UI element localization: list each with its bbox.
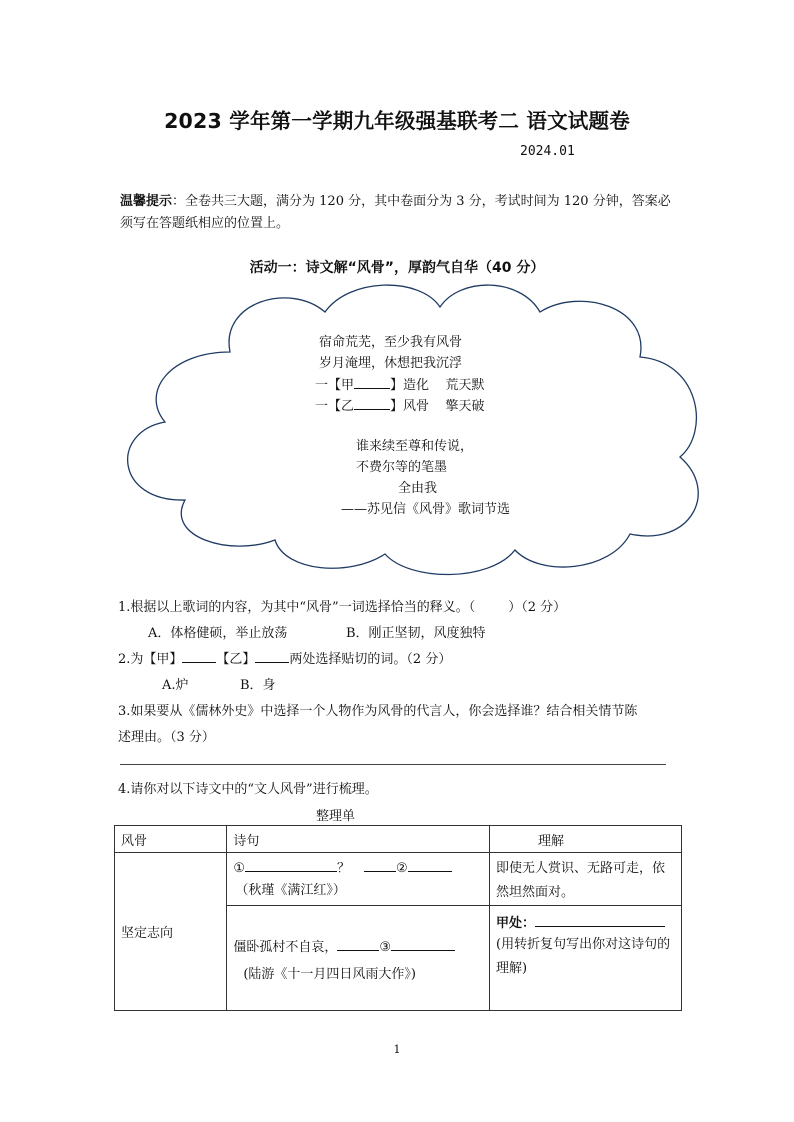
header-cell [490,826,682,853]
page-number: 1 [393,1043,401,1056]
verse-source-2: (陆游《十一月四日风雨大作》) [243,967,416,982]
question-1-option-b[interactable]: B．刚正坚韧，风度独特 [346,626,486,641]
cloud-outline [128,285,699,574]
verse-question-mark: ？ [336,861,350,876]
lyric-line-3-post: 】造化 荒天默 [390,378,485,393]
question-2-mid: 【乙】 [216,652,256,667]
exam-date: 2024.01 [520,144,575,159]
question-2-option-b[interactable]: B．身 [240,678,276,693]
lyric-line-7: 全由我 [398,481,438,496]
blank-3-left[interactable] [337,936,379,951]
question-2-pre: 2.为【甲】 [118,652,183,667]
verse-source-1: （秋瑾《满江红》） [235,883,346,898]
lyric-line-1: 宿命荒芜，至少我有风骨 [319,335,463,350]
blank-1[interactable] [245,857,337,872]
blank-q2-yi[interactable] [255,648,289,663]
verse-cell [227,853,490,906]
answer-line[interactable] [120,764,666,765]
answer-jia-label: 甲处： [496,916,536,931]
blank-q2-jia[interactable] [182,648,216,663]
lyric-line-2: 岁月淹埋，休想把我沉浮 [319,356,463,371]
header-fenggu: 风骨 [121,834,148,849]
lyric-line-5: 谁来续至尊和传说， [356,439,474,454]
blank-yi[interactable] [354,395,390,410]
blank-2[interactable] [408,857,452,872]
question-2-option-a[interactable]: A.炉 [162,678,189,693]
blank-3[interactable] [391,936,455,951]
header-cell [227,826,490,853]
question-1: 1.根据以上歌词的内容，为其中“风骨”一词选择恰当的释义。（ ）（2 分） [118,600,567,615]
header-verse: 诗句 [233,834,260,849]
lyric-line-4 [315,395,485,417]
lyric-line-6: 不费尔等的笔墨 [356,460,448,475]
verse-line-1 [227,853,489,876]
understanding-1: 即使无人赏识、无路可走，依然坦然面对。 [496,861,666,900]
tips-text: ：全卷共三大题，满分为 120 分，其中卷面分为 3 分，考试时间为 120 分钟，答案必须写在答题纸相应的位置上。 [120,194,671,231]
question-2-post: 两处选择贴切的词。（2 分） [289,652,452,667]
question-1-option-a[interactable]: A．体格健硕，举止放荡 [148,626,288,641]
understanding-cell [490,906,682,1011]
verse-cell [227,906,490,1011]
lyric-line-3-pre: 一【甲 [315,378,355,393]
table-header-row [115,826,682,853]
answer-hint: (用转折复句写出你对这诗句的理解) [496,937,671,976]
blank-2-left[interactable] [364,857,396,872]
cloud-frame [110,272,720,582]
mark-2: ② [395,861,408,876]
header-cell [115,826,227,853]
mark-3: ③ [379,940,391,955]
verse-line-2 [227,906,489,955]
header-understanding: 理解 [538,834,565,849]
lyric-line-4-post: 】风骨 擎天破 [390,399,485,414]
answer-jia [490,906,681,931]
blank-jia[interactable] [354,374,390,389]
question-3-line-2: 述理由。（3 分） [118,730,215,745]
blank-answer-jia[interactable] [535,912,665,927]
table-row [115,853,682,906]
category-cell [115,853,227,1011]
category-label: 坚定志向 [121,926,174,941]
page-title: 2023 学年第一学期九年级强基联考二 语文试题卷 [164,109,630,133]
organize-table [114,825,682,1011]
exam-tips [120,191,680,235]
mark-1: ① [233,861,245,876]
lyric-line-4-pre: 一【乙 [315,399,355,414]
activity-title: 活动一：诗文解“风骨”，厚韵气自华（40 分） [249,260,545,276]
understanding-cell [490,853,682,906]
table-title: 整理单 [316,809,356,824]
lyric-source: ——苏见信《风骨》歌词节选 [341,502,511,517]
verse-2-pre: 僵卧孤村不自哀， [233,940,338,955]
question-4: 4.请你对以下诗文中的“文人风骨”进行梳理。 [118,782,378,797]
lyric-line-3 [315,374,485,396]
question-3-line-1: 3.如果要从《儒林外史》中选择一个人物作为风骨的代言人，你会选择谁？结合相关情节陈 [118,704,638,719]
question-2 [118,648,451,667]
tips-label: 温馨提示 [120,194,173,209]
